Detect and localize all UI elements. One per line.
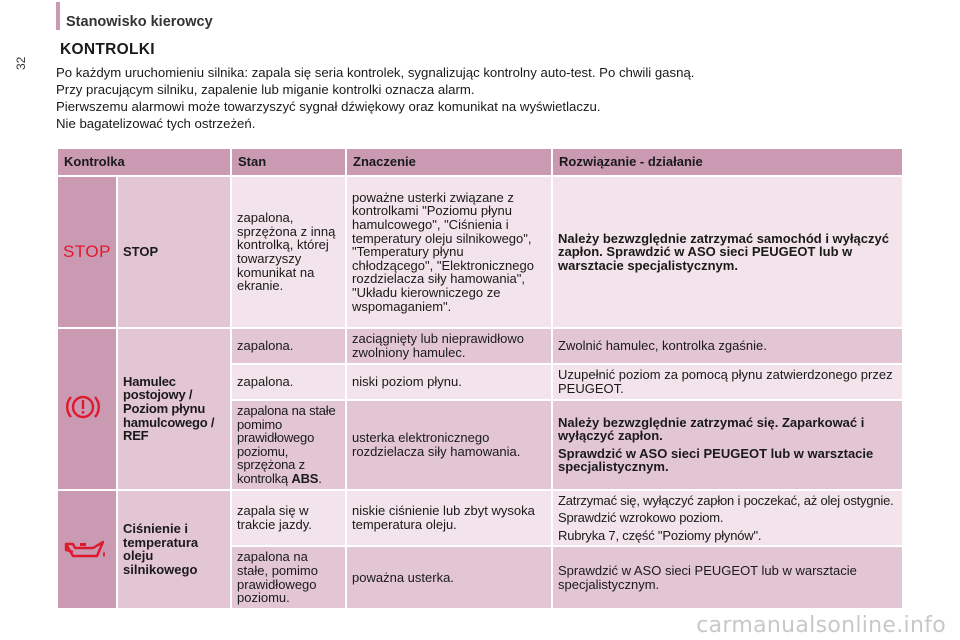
intro-line: Nie bagatelizować tych ostrzeżeń. xyxy=(56,116,256,131)
section-title: Stanowisko kierowcy xyxy=(66,14,213,30)
warning-meaning: usterka elektronicznego rozdzielacza siły hamowania. xyxy=(346,400,552,490)
abs-label: ABS xyxy=(291,470,319,486)
warning-action-line: Rubryka 7, część "Poziomy płynów". xyxy=(558,527,762,543)
column-header-rozwiazanie: Rozwiązanie - działanie xyxy=(552,148,903,176)
warning-meaning: zaciągnięty lub nieprawidłowo zwolniony hamulec. xyxy=(346,328,552,364)
intro-line: Przy pracującym silniku, zapalenie lub miganie kontrolki oznacza alarm. xyxy=(56,82,475,97)
table-header-row xyxy=(57,148,903,176)
table-row xyxy=(57,328,903,364)
warning-name: STOP xyxy=(117,176,231,328)
warning-action: Sprawdzić w ASO sieci PEUGEOT lub w warsztacie specjalistycznym. xyxy=(552,546,903,608)
warning-action: Uzupełnić poziom za pomocą płynu zatwierdzonego przez PEUGEOT. xyxy=(552,364,903,400)
warning-action xyxy=(552,490,903,547)
intro-line: Po każdym uruchomieniu silnika: zapala się seria kontrolek, sygnalizując kontrolny auto-test. Po chwili gasną. xyxy=(56,65,695,80)
intro-text xyxy=(56,64,916,132)
section-tab-marker xyxy=(56,2,60,30)
oil-icon-cell xyxy=(57,490,117,609)
column-header-znaczenie: Znaczenie xyxy=(346,148,552,176)
warning-action: Zwolnić hamulec, kontrolka zgaśnie. xyxy=(552,328,903,364)
warning-action-line: Sprawdzić w ASO sieci PEUGEOT lub w warsztacie specjalistycznym. xyxy=(558,445,874,475)
warning-name: Hamulec postojowy / Poziom płynu hamulcowego / REF xyxy=(117,328,231,490)
warning-meaning: niskie ciśnienie lub zbyt wysoka temperatura oleju. xyxy=(346,490,552,547)
table-row xyxy=(57,490,903,547)
intro-line: Pierwszemu alarmowi może towarzyszyć sygnał dźwiękowy oraz komunikat na wyświetlaczu. xyxy=(56,99,601,114)
warning-meaning: poważna usterka. xyxy=(346,546,552,608)
warning-state-end: . xyxy=(318,470,322,486)
warning-meaning: poważne usterki związane z kontrolkami "Poziomu płynu hamulcowego", "Ciśnienia i temperatury oleju silnikowego", "Temperatury płynu chłodzącego", "Elektronicznego rozdzielacza siły hamowania", "Układu kierowniczego ze wspomaganiem". xyxy=(346,176,552,328)
warning-state: zapalona, sprzężona z inną kontrolką, której towarzyszy komunikat na ekranie. xyxy=(231,176,346,328)
warning-name: Ciśnienie i temperatura oleju silnikowego xyxy=(117,490,231,609)
stop-warning-icon: STOP xyxy=(63,241,111,261)
warning-lights-table xyxy=(56,147,904,610)
warning-state: zapalona. xyxy=(231,364,346,400)
page-title: KONTROLKI xyxy=(60,41,155,58)
warning-state xyxy=(231,400,346,490)
warning-state: zapalona. xyxy=(231,328,346,364)
warning-meaning: niski poziom płynu. xyxy=(346,364,552,400)
warning-action-line: Zatrzymać się, wyłączyć zapłon i poczekać, aż olej ostygnie. xyxy=(558,492,894,508)
warning-action-line: Należy bezwzględnie zatrzymać się. Zaparkować i wyłączyć zapłon. xyxy=(558,414,865,444)
page-number: 32 xyxy=(14,56,28,70)
watermark-text: carmanualsonline.info xyxy=(696,613,946,638)
warning-action xyxy=(552,400,903,490)
column-header-kontrolka: Kontrolka xyxy=(57,148,231,176)
warning-state: zapala się w trakcie jazdy. xyxy=(231,490,346,547)
brake-icon-cell xyxy=(57,328,117,490)
oil-pressure-icon xyxy=(63,534,107,562)
warning-action-line: Sprawdzić wzrokowo poziom. xyxy=(558,510,724,526)
warning-state: zapalona na stałe, pomimo prawidłowego poziomu. xyxy=(231,546,346,608)
table-row xyxy=(57,176,903,328)
stop-icon-cell xyxy=(57,176,117,328)
warning-action: Należy bezwzględnie zatrzymać samochód i wyłączyć zapłon. Sprawdzić w ASO sieci PEUGEOT lub w warsztacie specjalistycznym. xyxy=(552,176,903,328)
warning-state-text: zapalona na stałe pomimo prawidłowego poziomu, sprzężona z kontrolką xyxy=(237,403,336,486)
column-header-stan: Stan xyxy=(231,148,346,176)
brake-warning-icon xyxy=(63,391,103,423)
